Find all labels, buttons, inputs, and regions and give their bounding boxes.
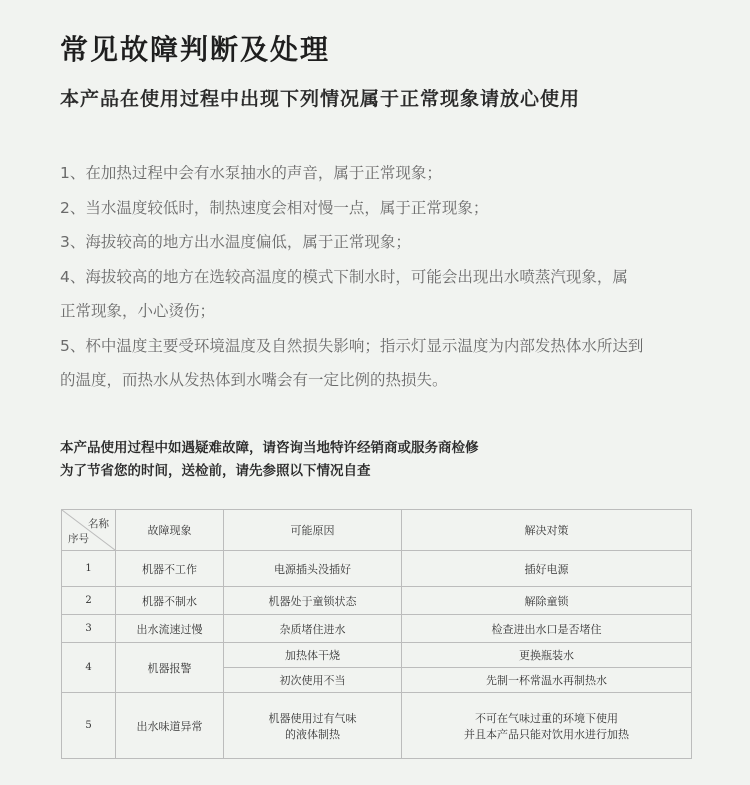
table-row [62,615,692,643]
row-cause: 初次使用不当 [224,668,402,693]
row-solution [402,693,692,759]
table-row [62,643,692,668]
help-notice [60,437,479,483]
row-symptom: 出水味道异常 [116,693,224,759]
note-line: 正常现象，小心烫伤； [60,302,216,320]
header-name-label: 名称 [88,518,109,530]
row-solution: 检查进出水口是否堵住 [402,615,692,643]
row-number: 5 [62,693,116,759]
note-line: 3、海拔较高的地方出水温度偏低，属于正常现象； [60,233,411,251]
row-solution: 插好电源 [402,551,692,587]
table-row [62,551,692,587]
note-line: 2、当水温度较低时，制热速度会相对慢一点，属于正常现象； [60,198,489,217]
row-solution: 更换瓶装水 [402,643,692,668]
row-cause: 机器处于童锁状态 [224,587,402,615]
solution-line: 不可在气味过重的环境下使用 [475,711,618,725]
row-symptom: 出水流速过慢 [116,615,224,643]
help-line-1: 本产品使用过程中如遇疑难故障，请咨询当地特许经销商或服务商检修 [60,440,479,456]
normal-phenomena-list [60,156,700,398]
header-no-label: 序号 [68,533,89,545]
table-row [62,587,692,615]
row-symptom: 机器报警 [116,643,224,693]
row-symptom: 机器不制水 [116,587,224,615]
row-solution: 先制一杯常温水再制热水 [402,668,692,693]
page-subtitle: 本产品在使用过程中出现下列情况属于正常现象请放心使用 [60,88,581,110]
row-number: 4 [62,643,116,693]
header-symptom: 故障现象 [116,510,224,551]
row-number: 1 [62,551,116,587]
help-line-2: 为了节省您的时间，送检前，请先参照以下情况自查 [60,463,371,479]
table-row [62,693,692,759]
row-cause: 电源插头没插好 [224,551,402,587]
row-cause: 加热体干烧 [224,643,402,668]
cause-line: 机器使用过有气味 [268,711,357,725]
row-cause: 杂质堵住进水 [224,615,402,643]
note-line: 5、杯中温度主要受环境温度及自然损失影响；指示灯显示温度为内部发热体水所达到 [60,336,644,355]
page-title: 常见故障判断及处理 [60,33,331,66]
note-line: 4、海拔较高的地方在选较高温度的模式下制水时，可能会出现出水喷蒸汽现象，属 [60,267,628,286]
header-diagonal-cell [62,510,116,551]
header-solution: 解决对策 [402,510,692,551]
note-line: 1、在加热过程中会有水泵抽水的声音，属于正常现象； [60,164,442,182]
note-line: 的温度，而热水从发热体到水嘴会有一定比例的热损失。 [60,371,448,389]
row-cause [224,693,402,759]
table-header-row [62,510,692,551]
row-number: 3 [62,615,116,643]
fault-table [61,509,692,759]
row-number: 2 [62,587,116,615]
row-symptom: 机器不工作 [116,551,224,587]
header-cause: 可能原因 [224,510,402,551]
row-solution: 解除童锁 [402,587,692,615]
solution-line: 并且本产品只能对饮用水进行加热 [464,727,629,741]
cause-line: 的液体制热 [285,727,340,741]
